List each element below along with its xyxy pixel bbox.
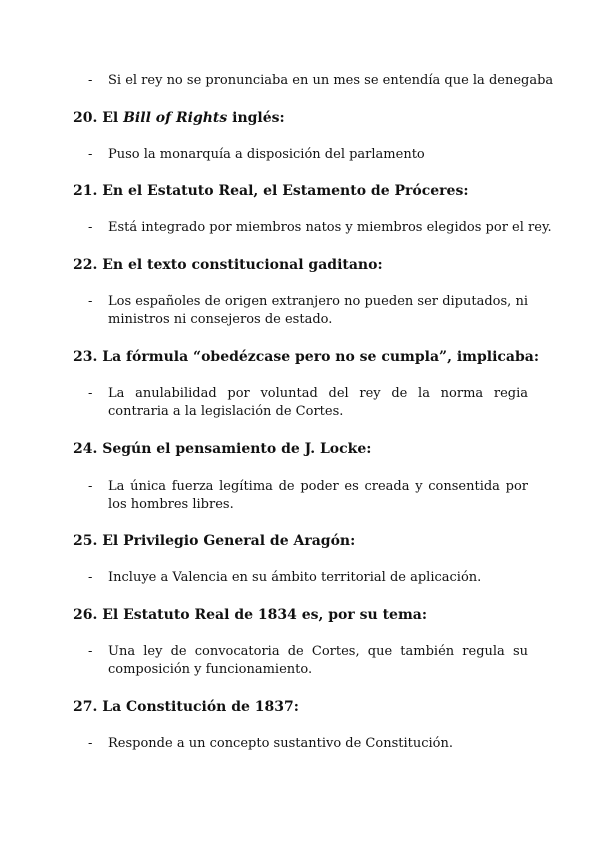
list-dash: - bbox=[88, 147, 93, 162]
answer-text: La anulabilidad por voluntad del rey de la norma regia contraria a la legislación de Cortes. bbox=[108, 386, 528, 419]
list-dash: - bbox=[88, 386, 93, 401]
answer-text: Puso la monarquía a disposición del parlamento bbox=[108, 147, 425, 162]
answer-text: Está integrado por miembros natos y miembros elegidos por el rey. bbox=[108, 220, 552, 235]
answer-text: Si el rey no se pronunciaba en un mes se entendía que la denegaba bbox=[108, 73, 554, 88]
answer-item bbox=[88, 293, 528, 329]
answer-item bbox=[88, 735, 528, 753]
answer-item bbox=[88, 569, 528, 587]
answer-item bbox=[88, 72, 554, 90]
answer-text: La única fuerza legítima de poder es creada y consentida por los hombres libres. bbox=[108, 479, 528, 512]
question-heading: 26. El Estatuto Real de 1834 es, por su tema: bbox=[73, 607, 427, 623]
list-dash: - bbox=[88, 479, 93, 494]
question-prefix: 20. El bbox=[73, 110, 124, 126]
list-dash: - bbox=[88, 220, 93, 235]
question-heading: 24. Según el pensamiento de J. Locke: bbox=[73, 441, 372, 457]
list-dash: - bbox=[88, 736, 93, 751]
question-italic-title: Bill of Rights bbox=[123, 110, 228, 126]
answer-item bbox=[88, 146, 528, 164]
answer-text: Los españoles de origen extranjero no pueden ser diputados, ni ministros ni consejeros de estado. bbox=[108, 294, 528, 327]
question-heading: 21. En el Estatuto Real, el Estamento de Próceres: bbox=[73, 183, 469, 199]
list-dash: - bbox=[88, 73, 93, 88]
list-dash: - bbox=[88, 294, 93, 309]
question-suffix: inglés: bbox=[227, 110, 285, 126]
question-heading bbox=[73, 109, 533, 127]
answer-text: Responde a un concepto sustantivo de Constitución. bbox=[108, 736, 454, 751]
answer-item bbox=[88, 478, 528, 514]
question-heading: 22. En el texto constitucional gaditano: bbox=[73, 257, 383, 273]
answer-item bbox=[88, 219, 552, 237]
answer-text: Incluye a Valencia en su ámbito territorial de aplicación. bbox=[108, 570, 482, 585]
answer-item bbox=[88, 643, 528, 679]
answer-text: Una ley de convocatoria de Cortes, que también regula su composición y funcionamiento. bbox=[108, 644, 528, 677]
question-heading: 25. El Privilegio General de Aragón: bbox=[73, 533, 356, 549]
answer-item bbox=[88, 385, 528, 421]
question-heading: 27. La Constitución de 1837: bbox=[73, 699, 299, 715]
list-dash: - bbox=[88, 570, 93, 585]
question-heading: 23. La fórmula “obedézcase pero no se cumpla”, implicaba: bbox=[73, 349, 540, 365]
list-dash: - bbox=[88, 644, 93, 659]
